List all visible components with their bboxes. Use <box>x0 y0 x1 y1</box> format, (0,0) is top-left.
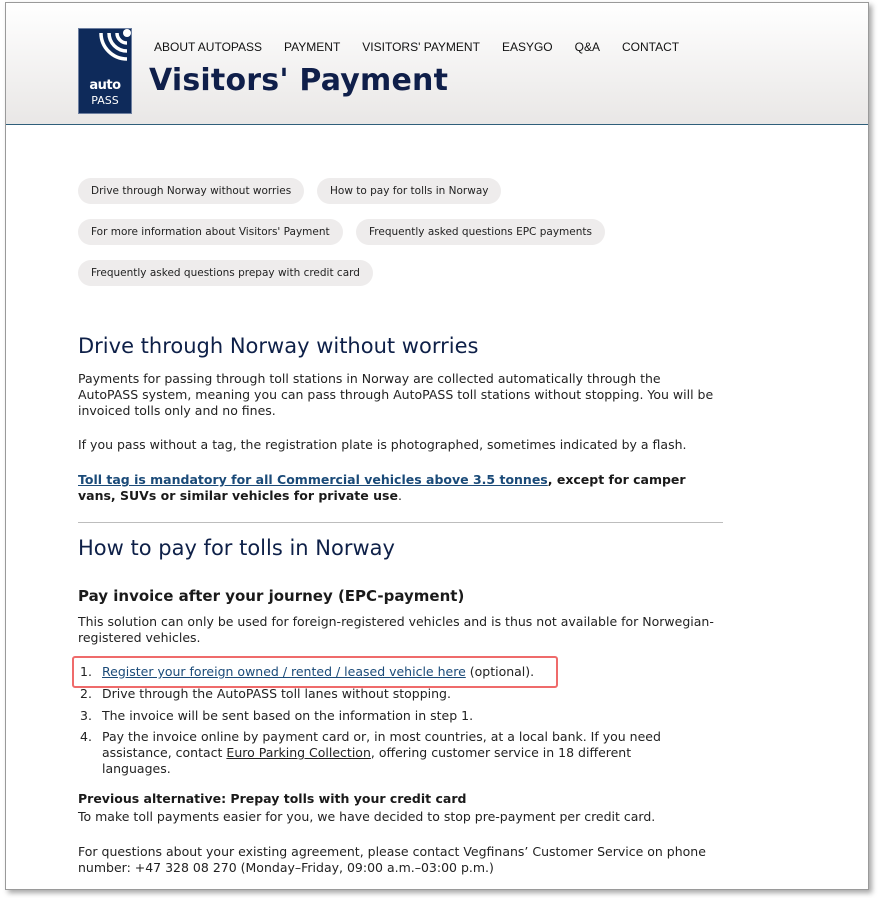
step-4-text: Pay the invoice online by payment card or, in most countries, at a local bank. If you need assistance, contact <box>102 729 661 760</box>
quicklink-drive-through-norway[interactable]: Drive through Norway without worries <box>78 178 304 204</box>
step-3-text: The invoice will be sent based on the information in step 1. <box>102 708 474 723</box>
paragraph-customer-service: For questions about your existing agreement, please contact Vegfinans’ Customer Service on phone number: +47 328 08 270 (Monday–Friday, 09:00 a.m.–03:00 p.m.) <box>78 844 706 875</box>
nav-about-autopass[interactable]: ABOUT AUTOPASS <box>154 40 263 54</box>
quicklink-more-info[interactable]: For more information about Visitors' Payment <box>78 219 343 245</box>
step-1 <box>80 664 700 680</box>
logo-pass-text: PASS <box>91 94 119 107</box>
quicklink-how-to-pay[interactable]: How to pay for tolls in Norway <box>317 178 501 204</box>
step-2-text: Drive through the AutoPASS toll lanes without stopping. <box>102 686 451 701</box>
nav-qa[interactable]: Q&A <box>574 40 600 54</box>
browser-page <box>5 2 869 890</box>
section-heading-drive-through: Drive through Norway without worries <box>78 334 479 358</box>
subheading-epc-payment: Pay invoice after your journey (EPC-payment) <box>78 587 465 605</box>
toll-tag-exception-text: , except for camper vans, SUVs or similar vehicles for private use <box>78 472 686 503</box>
step-1-number: 1. <box>80 664 92 679</box>
paragraph-autopass-intro: Payments for passing through toll stations in Norway are collected automatically through the AutoPASS system, meaning you can pass through AutoPASS toll stations without stopping. You will be invoiced tolls only and no fines. <box>78 371 714 418</box>
nav-payment[interactable]: PAYMENT <box>284 40 341 54</box>
paragraph-registration-plate: If you pass without a tag, the registration plate is photographed, sometimes indicated by a flash. <box>78 437 687 452</box>
step-1-optional: (optional). <box>465 664 535 679</box>
previous-alternative-heading: Previous alternative: Prepay tolls with your credit card <box>78 791 467 806</box>
toll-tag-mandatory-link[interactable]: Toll tag is mandatory for all Commercial vehicles above 3.5 tonnes <box>78 472 548 487</box>
main-nav <box>154 40 701 54</box>
step-4-text-end: , offering customer service in 18 different languages. <box>102 745 632 776</box>
step-2-number: 2. <box>80 686 92 701</box>
step-4-number: 4. <box>80 729 92 744</box>
nav-easygo[interactable]: EASYGO <box>501 40 553 54</box>
site-header <box>6 3 868 125</box>
quicklink-faq-epc[interactable]: Frequently asked questions EPC payments <box>356 219 605 245</box>
quicklink-faq-credit-card[interactable]: Frequently asked questions prepay with credit card <box>78 260 373 286</box>
autopass-logo[interactable] <box>78 28 132 114</box>
nav-visitors-payment[interactable]: VISITORS' PAYMENT <box>362 40 480 54</box>
step-4 <box>80 729 700 777</box>
page-title: Visitors' Payment <box>149 63 449 98</box>
paragraph-stop-prepayment: To make toll payments easier for you, we have decided to stop pre-payment per credit card. <box>78 809 656 824</box>
step-2 <box>80 686 700 702</box>
toll-tag-period: . <box>397 488 402 503</box>
step-3 <box>80 708 700 724</box>
section-heading-how-to-pay: How to pay for tolls in Norway <box>78 536 395 560</box>
section-divider <box>78 522 723 523</box>
logo-auto-text: auto <box>89 78 121 93</box>
paragraph-toll-tag-mandatory <box>78 472 718 504</box>
step-3-number: 3. <box>80 708 92 723</box>
paragraph-epc-intro: This solution can only be used for foreign-registered vehicles and is thus not available for Norwegian-registered vehicles. <box>78 614 714 645</box>
register-vehicle-link[interactable]: Register your foreign owned / rented / leased vehicle here <box>102 664 466 679</box>
nav-contact[interactable]: CONTACT <box>621 40 680 54</box>
signal-waves-icon <box>79 29 131 79</box>
euro-parking-collection-link[interactable]: Euro Parking Collection <box>226 745 371 760</box>
